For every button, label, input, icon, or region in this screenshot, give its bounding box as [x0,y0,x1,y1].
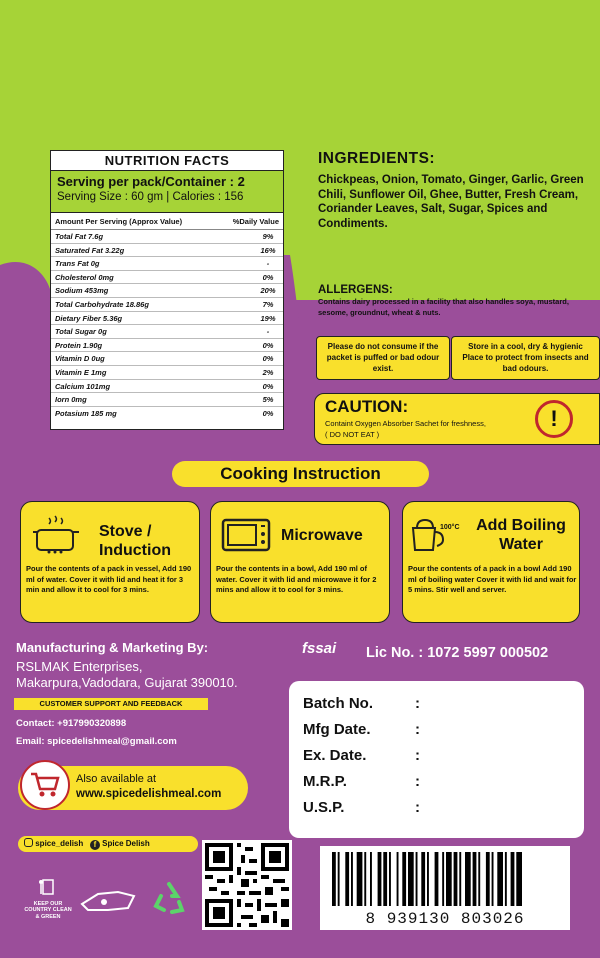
barcode-bar [383,852,387,906]
nutrition-facts-panel [50,150,284,430]
nutrition-row: Vitamin E 1mg 2% [51,366,283,380]
ex-date-row: Ex. Date. : [303,747,420,764]
barcode-bar [478,852,480,906]
barcode-bar [473,852,477,906]
nutrition-row: Total Sugar 0g - [51,325,283,339]
qr-code [202,840,292,930]
barcode-bar [345,852,349,906]
serving-per-pack: Serving per pack/Container : 2 [57,174,245,189]
nutrition-row: Protein 1.90g 0% [51,339,283,353]
usp-row: U.S.P. : [303,799,420,816]
contact-email: Email: spicedelishmeal@gmail.com [16,736,177,747]
pot-icon [31,514,81,554]
boiling-water-text: Pour the contents of a pack in a bowl Add 190 ml of boiling water Cover it with lid and wait for 5 mins. Stir well and server. [408,564,577,594]
manufacturer-location: Makarpura,Vadodara, Gujarat 390010. [16,675,238,690]
mrp-row: M.R.P. : [303,773,420,790]
nutrition-row: Sodium 453mg 20% [51,284,283,298]
barcode-bar [435,852,439,906]
barcode-bar [486,852,490,906]
kettle-icon [407,514,457,554]
barcode-bar [465,852,471,906]
barcode-bar [511,852,515,906]
nutrition-row: Iorn 0mg 5% [51,393,283,407]
manufacturer-name: RSLMAK Enterprises, [16,659,143,674]
facebook-handle: Spice Delish [102,839,150,848]
certification-icons [20,876,200,926]
available-at-label: Also available at [76,773,157,785]
ingredients-heading: INGREDIENTS: [318,150,436,167]
barcode-bar [416,852,418,906]
barcode-number: 8 939130 803026 [365,910,525,928]
cart-icon [20,760,70,810]
license-number: Lic No. : 1072 5997 000502 [366,645,549,661]
instagram-handle: spice_delish [35,839,84,848]
caution-title: CAUTION: [325,397,409,416]
mfg-date-row: Mfg Date. : [303,721,420,738]
microwave-card [210,501,390,623]
nutrition-header [51,213,283,230]
barcode-bar [454,852,458,906]
stove-card [20,501,200,623]
barcode-bar [427,852,429,906]
caution-box [314,393,600,445]
barcode-bar [338,852,340,906]
barcode [320,846,570,930]
stove-title: Stove / Induction [99,523,171,559]
nutrition-row: Total Carbohydrate 18.86g 7% [51,298,283,312]
facebook-icon: f [90,840,100,850]
instagram-icon [24,838,33,847]
consume-warning: Please do not consume if the packet is puffed or bad odour exist. [316,336,450,380]
barcode-bar [351,852,353,906]
barcode-bar [364,852,366,906]
serving-size: Serving Size : 60 gm | Calories : 156 [57,191,244,203]
barcode-bar [357,852,363,906]
daily-value-header: %Daily Value [232,217,279,226]
boiling-water-card [402,501,580,623]
barcode-bar [402,852,406,906]
storage-warning: Store in a cool, dry & hygienic Place to protect from insects and bad odours. [451,336,600,380]
barcode-bar [370,852,372,906]
batch-info-panel [289,681,584,838]
barcode-bar [446,852,452,906]
microwave-text: Pour the contents in a bowl, Add 190 ml of water. Cover it with lid and microwave it for 2 mins and allow it to cool for 3 mins. [216,564,377,594]
caution-line1: Containt Oxygen Absorber Sachet for freshness, [325,419,486,428]
ingredients-text: Chickpeas, Onion, Tomato, Ginger, Garlic, Green Chili, Sunflower Oil, Ghee, Butter, Fresh Cream, Coriander Leaves, Salt, Sugar, Spices and Condiments. [318,174,584,230]
nutrition-row: Total Fat 7.6g 9% [51,230,283,244]
make-in-india-logo [78,886,138,916]
clean-green-logo: KEEP OUR COUNTRY CLEAN & GREEN [24,876,72,924]
barcode-bar [516,852,522,906]
caution-line2: ( DO NOT EAT ) [325,429,380,439]
barcode-bar [459,852,461,906]
microwave-title: Microwave [281,527,363,544]
batch-row: Batch No. : [303,695,420,712]
barcode-bar [497,852,503,906]
serving-info [51,171,283,213]
nutrition-row: Dietary Fiber 5.36g 19% [51,312,283,326]
manufacturer-address [16,659,286,691]
amount-header: Amount Per Serving (Approx Value) [55,217,183,226]
barcode-bar [397,852,399,906]
microwave-icon [221,516,271,556]
website-link: www.spicedelishmeal.com [76,788,222,800]
barcode-bar [378,852,382,906]
boiling-water-title: Add Boiling Water [476,517,566,553]
nutrition-title: NUTRITION FACTS [51,151,283,171]
stove-text: Pour the contents of a pack in vessel, Add 190 ml of water. Cover it with lid and heat it for 3 min and allow it to cool for 3 mins. [26,564,192,594]
manufacturer-heading: Manufacturing & Marketing By: [16,640,209,655]
barcode-bar [442,852,444,906]
nutrition-row: Calcium 101mg 0% [51,380,283,394]
barcode-bar [408,852,414,906]
customer-support-label: CUSTOMER SUPPORT AND FEEDBACK [14,698,208,710]
allergens-heading: ALLERGENS: [318,284,393,296]
barcode-bar [421,852,425,906]
barcode-bars [320,846,570,908]
nutrition-row: Cholesterol 0mg 0% [51,271,283,285]
allergens-text: Contains dairy processed in a facility that also handles soya, mustard, sesome, groundnut, wheat & nuts. [318,297,569,317]
nutrition-row: Potasium 185 mg 0% [55,408,274,418]
nutrition-row: Saturated Fat 3.22g 16% [51,244,283,258]
social-handles [18,836,198,852]
contact-phone: Contact: +917990320898 [16,718,127,729]
barcode-bar [332,852,336,906]
fssai-logo: fssai [302,640,337,657]
exclamation-icon: ! [535,400,573,438]
barcode-bar [389,852,391,906]
nutrition-row: Trans Fat 0g - [51,257,283,271]
cooking-title: Cooking Instruction [172,461,429,487]
recycle-icon [150,880,190,920]
barcode-bar [505,852,507,906]
nutrition-rows [51,230,283,420]
temperature-badge: 100°C [440,524,460,531]
barcode-bar [492,852,494,906]
nutrition-row: Vitamin D 0ug 0% [51,352,283,366]
